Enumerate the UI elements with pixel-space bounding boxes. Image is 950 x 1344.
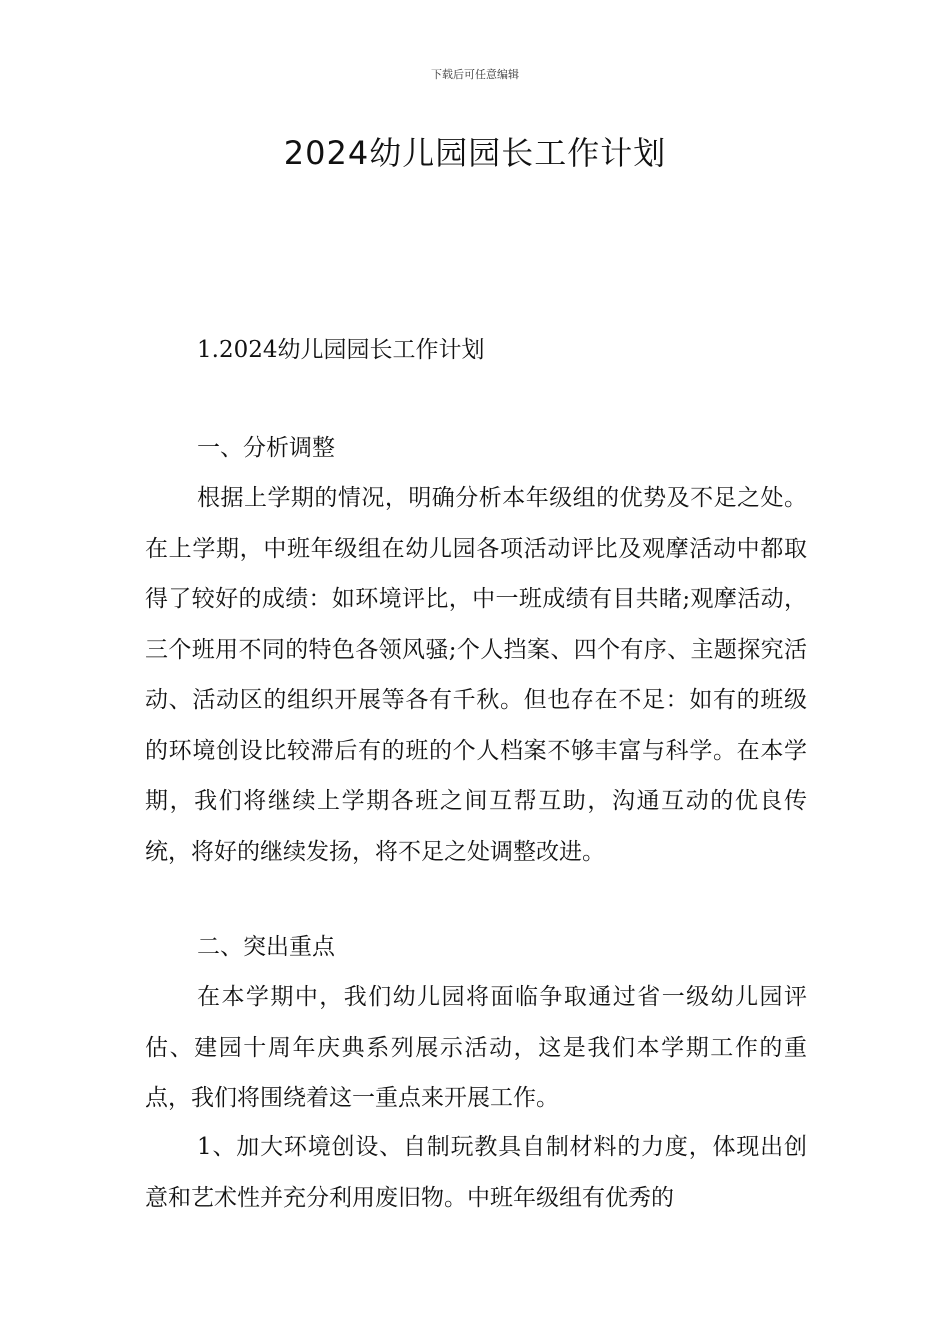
header-note: 下载后可任意编辑 <box>431 68 519 81</box>
paragraph-focus: 在本学期中，我们幼儿园将面临争取通过省一级幼儿园评估、建园十周年庆典系列展示活动，这是我们本学期工作的重点，我们将围绕着这一重点来开展工作。 <box>145 984 807 1111</box>
document-subtitle: 1.2024幼儿园园长工作计划 <box>197 337 485 363</box>
section-heading-focus: 二、突出重点 <box>197 934 335 960</box>
section-heading-analysis: 一、分析调整 <box>197 435 335 461</box>
paragraph-environment: 1、加大环境创设、自制玩教具自制材料的力度，体现出创意和艺术性并充分利用废旧物。中班年级组有优秀的 <box>145 1134 807 1211</box>
document-title: 2024幼儿园园长工作计划 <box>283 134 667 172</box>
paragraph-analysis: 根据上学期的情况，明确分析本年级组的优势及不足之处。在上学期，中班年级组在幼儿园各项活动评比及观摩活动中都取得了较好的成绩：如环境评比，中一班成绩有目共睹;观摩活动，三个班用不同的特色各领风骚;个人挡案、四个有序、主题探究活动、活动区的组织开展等各有千秋。但也存在不足：如有的班级的环境创设比较滞后有的班的个人档案不够丰富与科学。在本学期，我们将继续上学期各班之间互帮互助，沟通互动的优良传统，将好的继续发扬，将不足之处调整改进。 <box>145 485 807 865</box>
